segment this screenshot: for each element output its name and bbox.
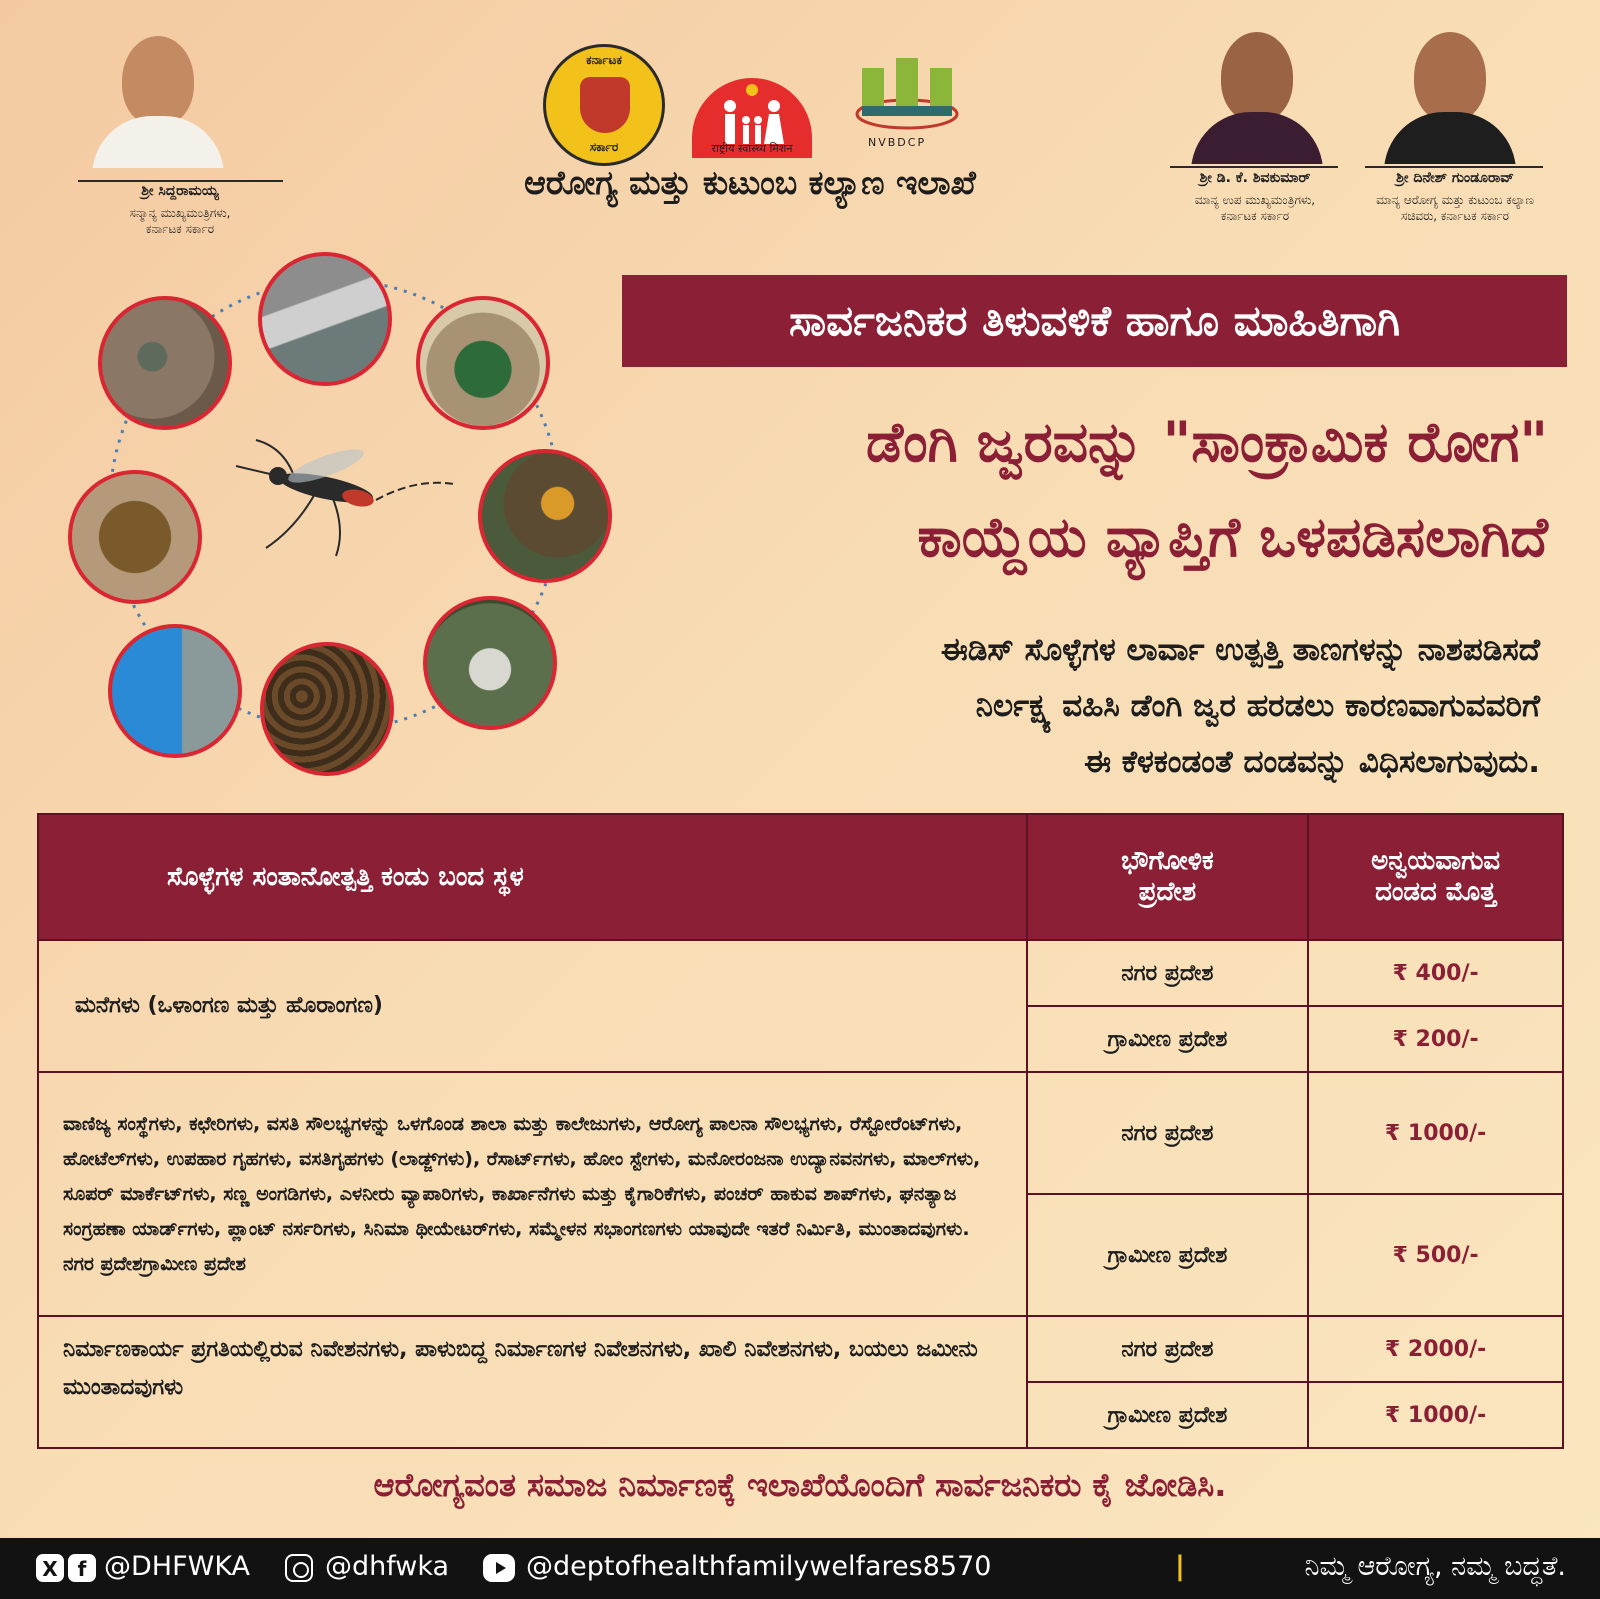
paragraph-line-3: ಈ ಕೆಳಕಂಡಂತೆ ದಂಡವನ್ನು ವಿಧಿಸಲಾಗುವುದು.	[1084, 744, 1540, 780]
region-rural: ಗ್ರಾಮೀಣ ಪ್ರದೇಶ	[1027, 1194, 1309, 1316]
fee-rural: ₹ 1000/-	[1308, 1382, 1563, 1448]
instagram-icon[interactable]	[285, 1554, 313, 1582]
portrait-divider	[1365, 166, 1543, 168]
instagram-handle[interactable]: @dhfwka	[325, 1551, 450, 1582]
seal-text-top: ಕರ್ನಾಟಕ	[586, 53, 622, 67]
breeding-site-flower-pot	[416, 296, 550, 430]
breeding-site-water-tank	[68, 470, 202, 604]
person-name-3: ಶ್ರೀ ದಿನೇಶ್ ಗುಂಡೂರಾವ್	[1396, 170, 1514, 186]
table-header-row	[38, 814, 1563, 940]
person-role-1: ಸನ್ಮಾನ್ಯ ಮುಖ್ಯಮಂತ್ರಿಗಳು, ಕರ್ನಾಟಕ ಸರ್ಕಾರ	[129, 206, 231, 236]
fee-rural: ₹ 200/-	[1308, 1006, 1563, 1072]
breeding-site-plastic-cup	[423, 596, 557, 730]
place-houses: ಮನೆಗಳು (ಒಳಾಂಗಣ ಮತ್ತು ಹೊರಾಂಗಣ)	[38, 940, 1027, 1072]
closing-slogan: ಆರೋಗ್ಯವಂತ ಸಮಾಜ ನಿರ್ಮಾಣಕ್ಕೆ ಇಲಾಖೆಯೊಂದಿಗೆ ಸಾರ್ವಜನಿಕರು ಕೈ ಜೋಡಿಸಿ.	[373, 1466, 1227, 1504]
fee-urban: ₹ 400/-	[1308, 940, 1563, 1006]
youtube-handle[interactable]: @deptofhealthfamilywelfares8570	[526, 1551, 992, 1582]
karnataka-seal-logo	[543, 44, 665, 166]
portrait-divider	[1170, 166, 1338, 168]
headline-line-2: ಕಾಯ್ದೆಯ ವ್ಯಾಪ್ತಿಗೆ ಒಳಪಡಿಸಲಾಗಿದೆ	[917, 505, 1548, 569]
x-facebook-handle[interactable]: @DHFWKA	[104, 1551, 251, 1582]
headline-line-1: ಡೆಂಗಿ ಜ್ವರವನ್ನು "ಸಾಂಕ್ರಾಮಿಕ ರೋಗ"	[865, 410, 1548, 474]
person-name-1: ಶ್ರೀ ಸಿದ್ದರಾಮಯ್ಯ	[141, 183, 219, 199]
department-title: ಆರೋಗ್ಯ ಮತ್ತು ಕುಟುಂಬ ಕಲ್ಯಾಣ ಇಲಾಖೆ	[524, 163, 976, 202]
person-name-2: ಶ್ರೀ ಡಿ. ಕೆ. ಶಿವಕುಮಾರ್	[1199, 170, 1311, 186]
fee-rural: ₹ 500/-	[1308, 1194, 1563, 1316]
penalty-table	[37, 813, 1564, 1449]
person-role-3: ಮಾನ್ಯ ಆರೋಗ್ಯ ಮತ್ತು ಕುಟುಂಬ ಕಲ್ಯಾಣ ಸಚಿವರು, ಕರ್ನಾಟಕ ಸರ್ಕಾರ	[1376, 193, 1534, 223]
fee-urban: ₹ 1000/-	[1308, 1072, 1563, 1194]
social-footer	[0, 1538, 1600, 1599]
breeding-site-containers	[478, 449, 612, 583]
footer-separator: |	[1175, 1551, 1185, 1582]
breeding-site-roof-gutter	[258, 252, 392, 386]
fee-urban: ₹ 2000/-	[1308, 1316, 1563, 1382]
header-place: ಸೊಳ್ಳೆಗಳ ಸಂತಾನೋತ್ಪತ್ತಿ ಕಂಡು ಬಂದ ಸ್ಥಳ	[38, 814, 1027, 940]
facebook-icon[interactable]: f	[68, 1554, 96, 1582]
place-construction-sites: ನಿರ್ಮಾಣಕಾರ್ಯ ಪ್ರಗತಿಯಲ್ಲಿರುವ ನಿವೇಶನಗಳು, ಪಾಳುಬಿದ್ದ ನಿರ್ಮಾಣಗಳ ನಿವೇಶನಗಳು, ಖಾಲಿ ನಿವೇಶನಗಳು, ಬಯಲು ಜಮೀನು ಮುಂತಾದವುಗಳು	[38, 1316, 1027, 1448]
paragraph-line-1: ಈಡಿಸ್ ಸೊಳ್ಳೆಗಳ ಲಾರ್ವಾ ಉತ್ಪತ್ತಿ ತಾಣಗಳನ್ನು ನಾಶಪಡಿಸದೆ	[940, 632, 1540, 668]
seal-text-bottom: ಸರ್ಕಾರ	[589, 140, 619, 154]
region-urban: ನಗರ ಪ್ರದೇಶ	[1027, 1072, 1309, 1194]
paragraph-line-2: ನಿರ್ಲಕ್ಷ್ಯ ವಹಿಸಿ ಡೆಂಗಿ ಜ್ವರ ಹರಡಲು ಕಾರಣವಾಗುವವರಿಗೆ	[975, 688, 1540, 724]
region-urban: ನಗರ ಪ್ರದೇಶ	[1027, 1316, 1309, 1382]
region-urban: ನಗರ ಪ್ರದೇಶ	[1027, 940, 1309, 1006]
portrait-divider	[78, 180, 283, 182]
header-fine: ಅನ್ವಯವಾಗುವ ದಂಡದ ಮೊತ್ತ	[1308, 814, 1563, 940]
portrait-siddaramaiah	[88, 28, 228, 168]
region-rural: ಗ್ರಾಮೀಣ ಪ್ರದೇಶ	[1027, 1382, 1309, 1448]
portrait-dinesh-gundurao	[1380, 24, 1520, 164]
nvbdcp-people-icon	[852, 44, 962, 144]
table-row	[38, 1072, 1563, 1194]
x-icon[interactable]: X	[36, 1554, 64, 1582]
youtube-icon[interactable]	[483, 1554, 515, 1582]
seal-shield-icon	[580, 77, 630, 133]
breeding-site-grinding-stone	[98, 296, 232, 430]
table-row	[38, 1316, 1563, 1382]
mosquito-icon	[226, 438, 456, 558]
portrait-shivakumar	[1187, 24, 1327, 164]
person-role-2: ಮಾನ್ಯ ಉಪ ಮುಖ್ಯಮಂತ್ರಿಗಳು, ಕರ್ನಾಟಕ ಸರ್ಕಾರ	[1194, 193, 1316, 223]
nvbdcp-caption: NVBDCP	[868, 136, 927, 149]
footer-tagline: ನಿಮ್ಮ ಆರೋಗ್ಯ, ನಮ್ಮ ಬದ್ಧತೆ.	[1304, 1551, 1566, 1582]
awareness-banner: ಸಾರ್ವಜನಿಕರ ತಿಳುವಳಿಕೆ ಹಾಗೂ ಮಾಹಿತಿಗಾಗಿ	[622, 275, 1567, 367]
table-row	[38, 940, 1563, 1006]
breeding-site-coconut-shells	[260, 642, 394, 776]
nvbdcp-logo	[852, 44, 962, 144]
place-commercial: ವಾಣಿಜ್ಯ ಸಂಸ್ಥೆಗಳು, ಕಛೇರಿಗಳು, ವಸತಿ ಸೌಲಭ್ಯಗಳನ್ನು ಒಳಗೊಂಡ ಶಾಲಾ ಮತ್ತು ಕಾಲೇಜುಗಳು, ಆರೋಗ್ಯ ಪಾಲನಾ ಸೌಲಭ್ಯಗಳು, ರೆಸ್ಟೋರೆಂಟ್‌ಗಳು, ಹೋಟೆಲ್‌ಗಳು, ಉಪಹಾರ ಗೃಹಗಳು, ವಸತಿಗೃಹಗಳು (ಲಾಡ್ಜ್‌ಗಳು), ರೆಸಾರ್ಟ್‌ಗಳು, ಹೋಂ ಸ್ಟೇಗಳು, ಮನೋರಂಜನಾ ಉದ್ಯಾನವನಗಳು, ಮಾಲ್‌ಗಳು, ಸೂಪರ್ ಮಾರ್ಕೆಟ್‌ಗಳು, ಸಣ್ಣ ಅಂಗಡಿಗಳು, ಎಳನೀರು ವ್ಯಾಪಾರಿಗಳು, ಕಾರ್ಖಾನೆಗಳು ಮತ್ತು ಕೈಗಾರಿಕೆಗಳು, ಪಂಚರ್ ಹಾಕುವ ಶಾಪ್‌ಗಳು, ಘನತ್ಯಾಜ ಸಂಗ್ರಹಣಾ ಯಾರ್ಡ್‌ಗಳು, ಪ್ಲಾಂಟ್ ನರ್ಸರಿಗಳು, ಸಿನಿಮಾ ಥೀಯೇಟರ್‌ಗಳು, ಸಮ್ಮೇಳನ ಸಭಾಂಗಣಗಳು ಯಾವುದೇ ಇತರೆ ನಿರ್ಮಿತಿ, ಮುಂತಾದವುಗಳು. ನಗರ ಪ್ರದೇಶಗ್ರಾಮೀಣ ಪ್ರದೇಶ	[38, 1072, 1027, 1316]
breeding-site-blue-barrel	[108, 624, 242, 758]
region-rural: ಗ್ರಾಮೀಣ ಪ್ರದೇಶ	[1027, 1006, 1309, 1072]
nhm-caption: राष्ट्रीय स्वास्थ्य मिशन	[711, 142, 793, 155]
header-region: ಭೌಗೋಳಿಕ ಪ್ರದೇಶ	[1027, 814, 1309, 940]
